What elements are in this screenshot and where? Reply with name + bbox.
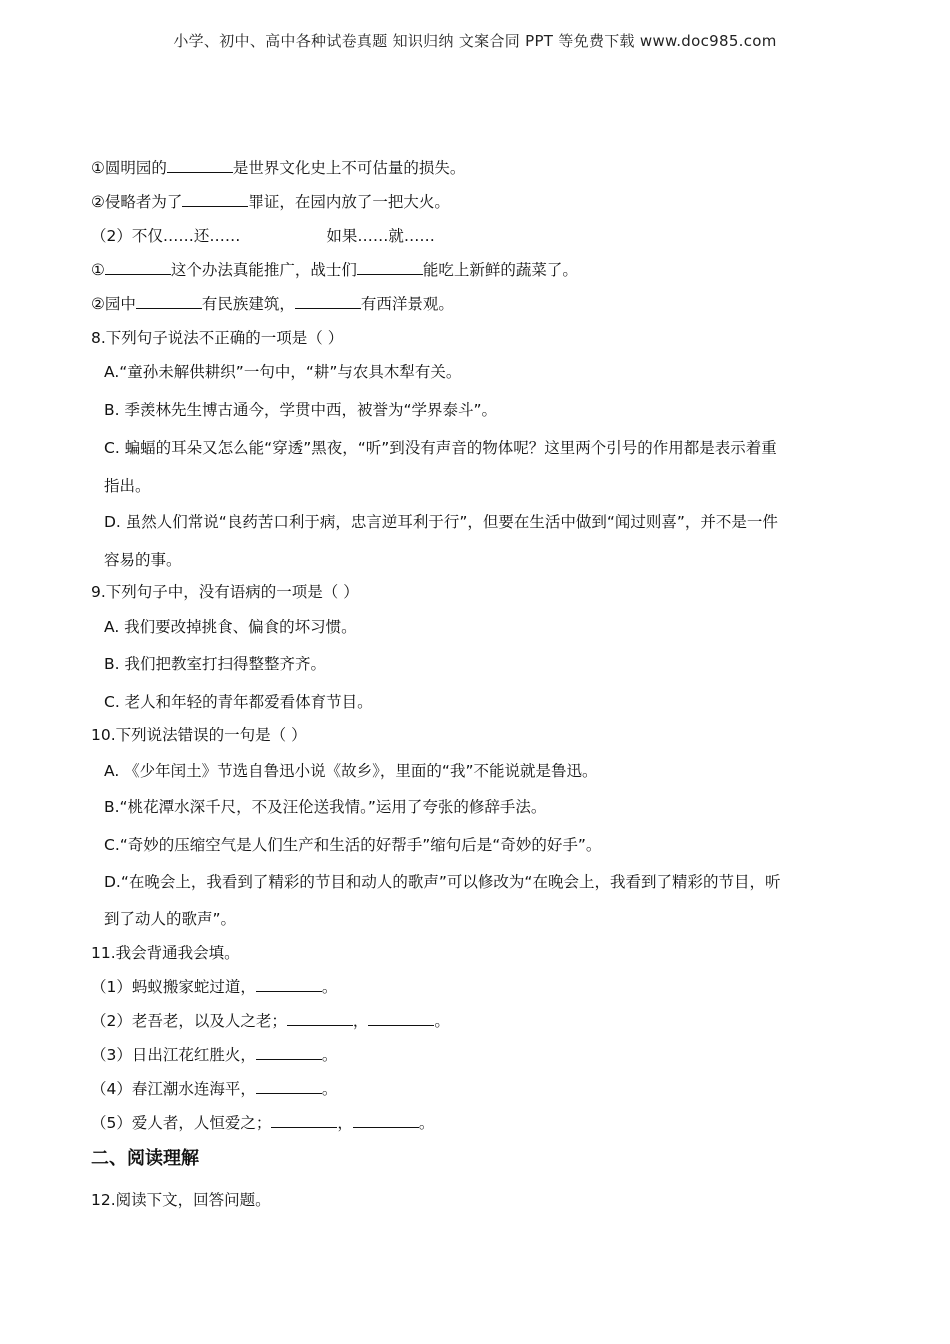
q7-line-2: ②侵略者为了 罪证，在园内放了一把大火。 xyxy=(91,193,450,211)
answer-blank[interactable] xyxy=(368,1010,434,1026)
q10-option-a[interactable]: A. 《少年闰土》节选自鲁迅小说《故乡》，里面的“我”不能说就是鲁迅。 xyxy=(104,762,598,780)
q11-item-3: （3）日出江花红胜火， 。 xyxy=(91,1046,338,1064)
q9-option-a[interactable]: A. 我们要改掉挑食、偏食的坏习惯。 xyxy=(104,618,357,636)
q7-part-2-words: （2）不仅……还…… 如果……就…… xyxy=(91,227,435,245)
q8-stem: 8.下列句子说法不正确的一项是（ ） xyxy=(91,329,344,347)
q10-stem: 10.下列说法错误的一句是（ ） xyxy=(91,726,307,744)
page-header: 小学、初中、高中各种试卷真题 知识归纳 文案合同 PPT 等免费下载 www.doc985.com xyxy=(173,32,777,50)
answer-blank[interactable] xyxy=(271,1112,337,1128)
q8-option-b[interactable]: B. 季羡林先生博古通今，学贯中西，被誉为“学界泰斗”。 xyxy=(104,401,498,419)
q8-option-c[interactable]: C. 蝙蝠的耳朵又怎么能“穿透”黑夜，“听”到没有声音的物体呢？这里两个引号的作用都是表示着重 xyxy=(104,439,777,457)
answer-blank[interactable] xyxy=(256,1044,322,1060)
q9-option-c[interactable]: C. 老人和年轻的青年都爱看体育节目。 xyxy=(104,693,373,711)
q10-option-d-cont: 到了动人的歌声”。 xyxy=(104,910,237,928)
q7-line-4: ②园中 有民族建筑， 有西洋景观。 xyxy=(91,295,454,313)
answer-blank[interactable] xyxy=(353,1112,419,1128)
q11-item-5: （5）爱人者，人恒爱之； ， 。 xyxy=(91,1114,435,1132)
answer-blank[interactable] xyxy=(287,1010,353,1026)
q10-option-b[interactable]: B.“桃花潭水深千尺，不及汪伦送我情。”运用了夸张的修辞手法。 xyxy=(104,798,547,816)
answer-blank[interactable] xyxy=(136,293,202,309)
answer-blank[interactable] xyxy=(256,1078,322,1094)
q10-option-c[interactable]: C.“奇妙的压缩空气是人们生产和生活的好帮手”缩句后是“奇妙的好手”。 xyxy=(104,836,602,854)
q11-stem: 11.我会背通我会填。 xyxy=(91,944,240,962)
answer-blank[interactable] xyxy=(182,191,248,207)
q9-stem: 9.下列句子中，没有语病的一项是（ ） xyxy=(91,583,359,601)
q8-option-d-cont: 容易的事。 xyxy=(104,551,182,569)
answer-blank[interactable] xyxy=(357,259,423,275)
answer-blank[interactable] xyxy=(105,259,171,275)
q7-line-3: ① 这个办法真能推广，战士们 能吃上新鲜的蔬菜了。 xyxy=(91,261,578,279)
q8-option-d[interactable]: D. 虽然人们常说“良药苦口利于病，忠言逆耳利于行”，但要在生活中做到“闻过则喜”，并不是一件 xyxy=(104,513,778,531)
answer-blank[interactable] xyxy=(167,157,233,173)
answer-blank[interactable] xyxy=(256,976,322,992)
q8-option-a[interactable]: A.“童孙未解供耕织”一句中，“耕”与农具木犁有关。 xyxy=(104,363,462,381)
q11-item-4: （4）春江潮水连海平， 。 xyxy=(91,1080,338,1098)
q12-stem: 12.阅读下文，回答问题。 xyxy=(91,1191,271,1209)
q11-item-1: （1）蚂蚁搬家蛇过道， 。 xyxy=(91,978,338,996)
q10-option-d[interactable]: D.“在晚会上，我看到了精彩的节目和动人的歌声”可以修改为“在晚会上，我看到了精彩的节目，听 xyxy=(104,873,781,891)
q11-item-2: （2）老吾老，以及人之老； ， 。 xyxy=(91,1012,450,1030)
answer-blank[interactable] xyxy=(295,293,361,309)
section-heading: 二、阅读理解 xyxy=(91,1148,199,1169)
q9-option-b[interactable]: B. 我们把教室打扫得整整齐齐。 xyxy=(104,655,326,673)
q7-line-1: ①圆明园的 是世界文化史上不可估量的损失。 xyxy=(91,159,466,177)
q8-option-c-cont: 指出。 xyxy=(104,477,151,495)
